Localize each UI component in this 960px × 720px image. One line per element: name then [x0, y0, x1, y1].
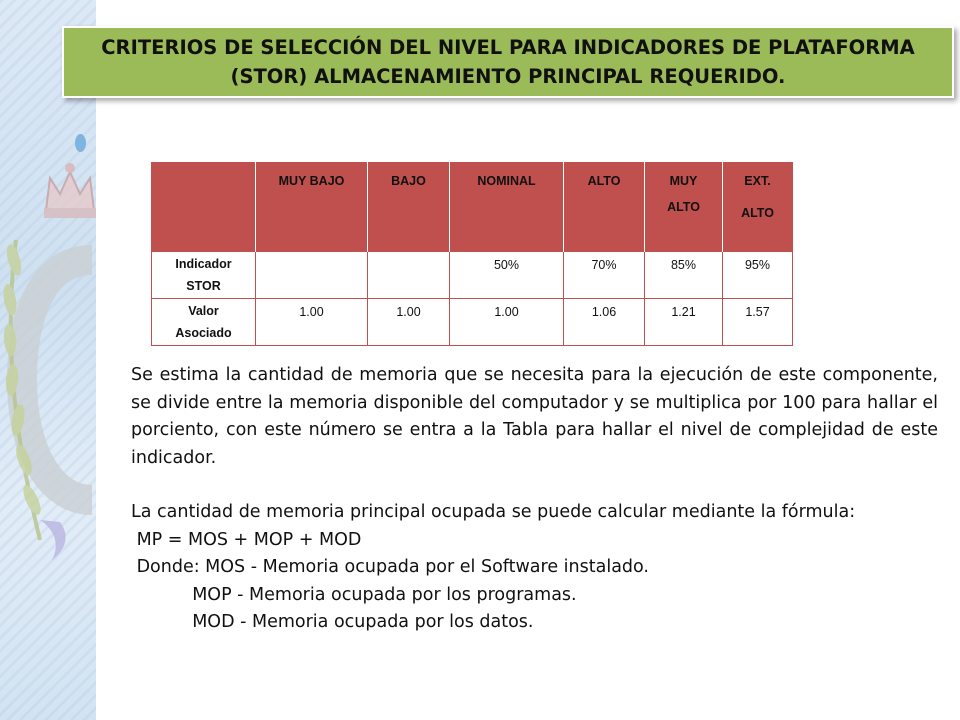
table-cell [368, 252, 450, 299]
row-label-valor-asociado: Valor Asociado [152, 299, 256, 346]
table-cell: 1.00 [450, 299, 564, 346]
title-line-1: CRITERIOS DE SELECCIÓN DEL NIVEL PARA INDICADORES DE PLATAFORMA [101, 36, 915, 59]
row-label-indicador-stor: Indicador STOR [152, 252, 256, 299]
table-cell: 85% [645, 252, 723, 299]
table-row [152, 252, 793, 299]
table-cell: 1.06 [564, 299, 645, 346]
table-cell [256, 252, 368, 299]
table-cell: 1.57 [723, 299, 793, 346]
header-cell-muy-bajo: MUY BAJO [256, 162, 368, 252]
title-banner [62, 26, 954, 98]
table-cell: 1.00 [368, 299, 450, 346]
table-row [152, 299, 793, 346]
formula-definition-mos: Donde: MOS - Memoria ocupada por el Software instalado. [131, 557, 649, 577]
header-cell-ext-alto: EXT. ALTO [723, 162, 793, 252]
header-cell-muy-alto: MUY ALTO [645, 162, 723, 252]
table-header-row [152, 162, 793, 252]
paragraph-formula-intro: La cantidad de memoria principal ocupada se puede calcular mediante la fórmula: [131, 502, 856, 522]
criteria-table [151, 162, 793, 346]
header-cell-empty [152, 162, 256, 252]
header-cell-bajo: BAJO [368, 162, 450, 252]
formula-definition-mop: MOP - Memoria ocupada por los programas. [131, 584, 577, 605]
title-line-2: (STOR) ALMACENAMIENTO PRINCIPAL REQUERIDO. [230, 65, 786, 88]
table-cell: 70% [564, 252, 645, 299]
table-cell: 95% [723, 252, 793, 299]
crown-laurel-emblem-icon [0, 150, 96, 570]
formula-definition-mod: MOD - Memoria ocupada por los datos. [131, 612, 534, 632]
paragraph-estimation: Se estima la cantidad de memoria que se necesita para la ejecución de este componente, se divide entre la memoria disponible del computador y se multiplica por 100 para hallar el porciento, con este número se entra a la Tabla para hallar el nivel de complejidad de este indicador. [131, 365, 938, 468]
table-cell: 1.00 [256, 299, 368, 346]
table-cell: 1.21 [645, 299, 723, 346]
table-cell: 50% [450, 252, 564, 299]
header-cell-alto: ALTO [564, 162, 645, 252]
header-cell-nominal: NOMINAL [450, 162, 564, 252]
formula-mp: MP = MOS + MOP + MOD [131, 529, 362, 550]
body-text [131, 362, 938, 637]
page-title [81, 33, 935, 91]
